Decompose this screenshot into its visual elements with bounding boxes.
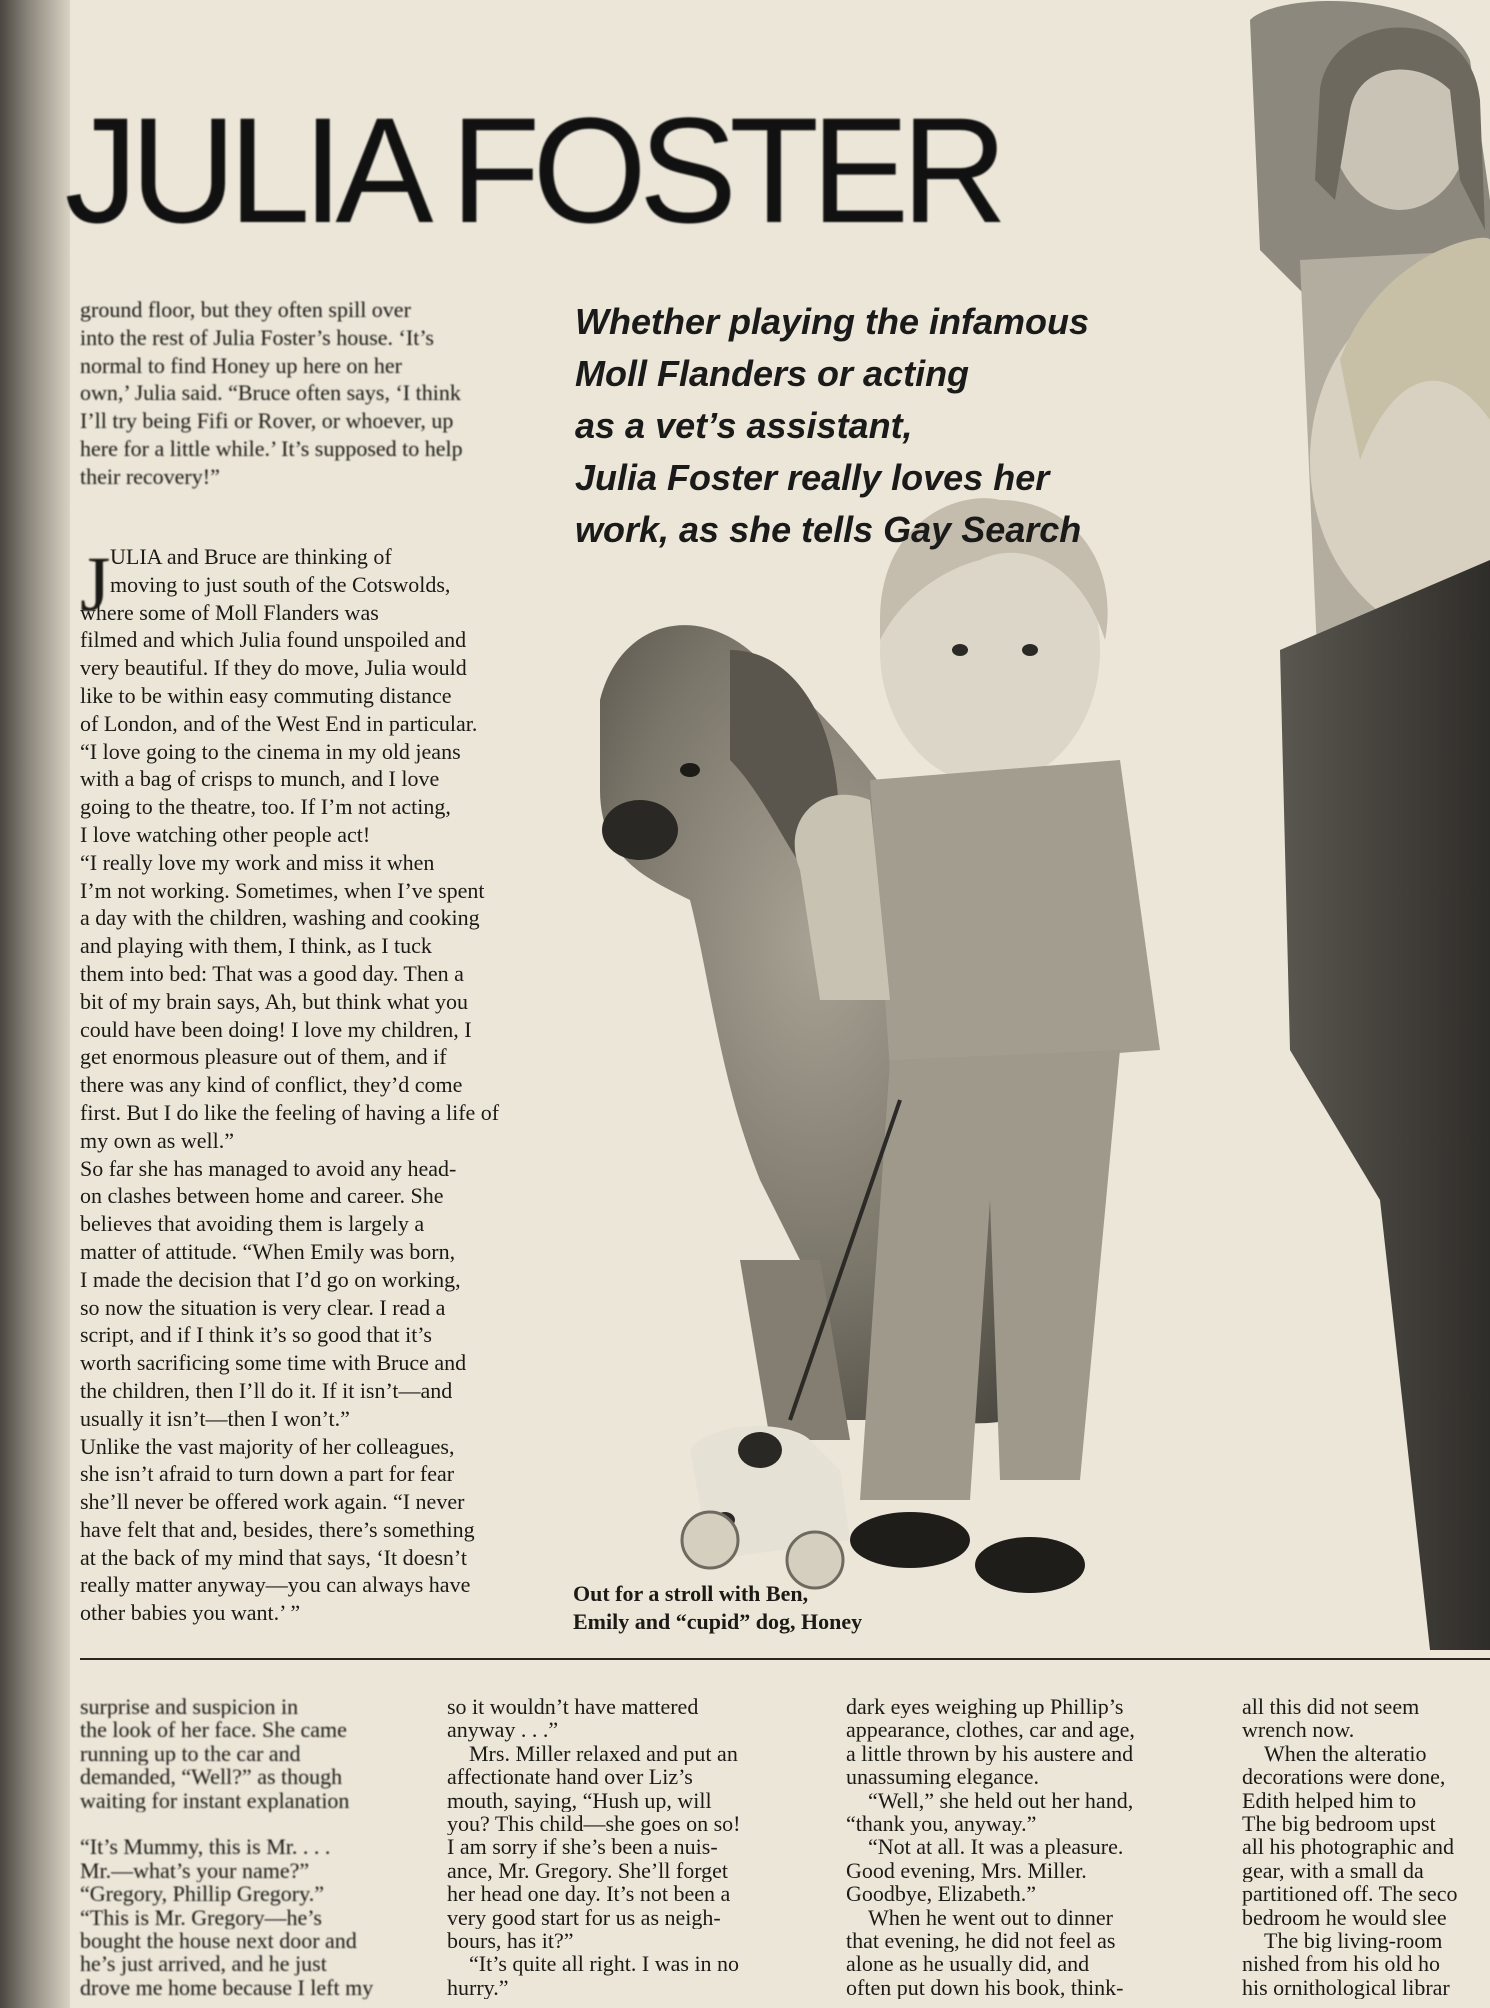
text-line: bought the house next door and [80,1929,357,1953]
text-line: anyway . . .” [447,1718,559,1742]
article-column-body [80,540,525,1627]
caption-line: Out for a stroll with Ben, [573,1581,809,1606]
text-line: mouth, saying, “Hush up, will [447,1788,712,1813]
text-line: “It’s quite all right. I was in no [469,1952,740,1976]
text-line: affectionate hand over Liz’s [447,1765,693,1789]
text-line: he’s just arrived, and he just [80,1952,327,1976]
text-line: all this did not seem [1242,1695,1420,1719]
text-line: going to the theatre, too. If I’m not acting, [80,794,451,820]
text-line: often put down his book, think- [846,1975,1124,2000]
text-line: demanded, “Well?” as though [80,1765,343,1789]
text-line: The big bedroom upst [1242,1812,1436,1836]
text-line: partitioned off. The seco [1242,1882,1458,1906]
text-line: bedroom he would slee [1242,1905,1447,1930]
text-line: waiting for instant explanation [80,1788,350,1813]
standfirst-line: Julia Foster really loves her [575,457,1050,498]
text-line: The big living-room [1264,1929,1443,1953]
text-line: “I love going to the cinema in my old jeans [80,738,461,764]
text-line: I’m not working. Sometimes, when I’ve spent [80,877,485,903]
text-line: I made the decision that I’d go on working, [80,1266,461,1292]
text-line: his ornithological librar [1242,1975,1450,2000]
text-line: all his photographic and [1242,1835,1455,1859]
story-column-4 [1242,1695,1490,1999]
text-line: ULIA and Bruce are thinking of [110,544,392,569]
text-line: I’ll try being Fifi or Rover, or whoever, up [80,408,454,434]
text-line: Mrs. Miller relaxed and put an [469,1741,738,1766]
text-line: unassuming elegance. [846,1765,1040,1789]
text-line: into the rest of Julia Foster’s house. ‘It’s [80,324,434,350]
standfirst-line: Moll Flanders or acting [575,353,970,394]
text-line: ance, Mr. Gregory. She’ll forget [447,1858,729,1883]
text-line: on clashes between home and career. She [80,1183,444,1209]
text-line: really matter anyway—you can always have [80,1572,471,1598]
text-line: very good start for us as neigh- [447,1905,721,1930]
text-line: believes that avoiding them is largely a [80,1211,425,1237]
text-line: ground floor, but they often spill over [80,297,411,322]
text-line: a day with the children, washing and cooking [80,905,480,931]
text-line: that evening, he did not feel as [846,1929,1116,1953]
text-line: “Not at all. It was a pleasure. [868,1835,1124,1859]
text-line: So far she has managed to avoid any head- [80,1155,457,1181]
text-line: there was any kind of conflict, they’d come [80,1072,463,1098]
text-line: them into bed: That was a good day. Then a [80,960,464,986]
standfirst-line: as a vet’s assistant, [575,405,913,446]
text-line: get enormous pleasure out of them, and if [80,1044,447,1070]
text-line: like to be within easy commuting distance [80,682,452,708]
story-column-3 [846,1695,1216,1999]
text-line: moving to just south of the Cotswolds, [110,571,451,597]
story-column-2 [447,1695,817,1999]
text-line: bit of my brain says, Ah, but think what you [80,988,469,1014]
text-line: bours, has it?” [447,1929,574,1953]
text-line: running up to the car and [80,1741,301,1766]
text-line: Edith helped him to [1242,1788,1417,1813]
text-line: filmed and which Julia found unspoiled and [80,627,467,653]
text-line: of London, and of the West End in particular. [80,710,478,736]
article-title: JULIA FOSTER [64,86,1000,254]
text-line: Goodbye, Elizabeth.” [846,1882,1036,1906]
text-line: When the alteratio [1264,1741,1427,1766]
text-line: first. But I do like the feeling of having a life of [80,1099,500,1125]
text-line: could have been doing! I love my children, I [80,1016,472,1042]
text-line: normal to find Honey up here on her [80,352,402,378]
standfirst-line: work, as she tells Gay Search [575,509,1082,550]
text-line: alone as he usually did, and [846,1952,1090,1976]
text-line: their recovery!” [80,463,220,489]
text-line: where some of Moll Flanders was [80,599,379,625]
text-line: gear, with a small da [1242,1858,1424,1883]
text-line: have felt that and, besides, there’s something [80,1516,475,1542]
text-line: very beautiful. If they do move, Julia would [80,655,467,681]
standfirst-line: Whether playing the infamous [575,301,1090,342]
text-line: dark eyes weighing up Phillip’s [846,1695,1124,1719]
text-line: Mr.—what’s your name?” [80,1858,310,1883]
text-line: decorations were done, [1242,1765,1446,1789]
text-line: hurry.” [447,1975,509,2000]
standfirst [575,296,1215,556]
article-column-intro [80,296,525,491]
text-line: nished from his old ho [1242,1952,1440,1976]
text-line [80,1812,450,1835]
text-line: When he went out to dinner [868,1905,1113,1930]
text-line: “This is Mr. Gregory—he’s [80,1905,322,1930]
mother-julia [1280,238,1490,1650]
text-line: “thank you, anyway.” [846,1812,1037,1836]
text-line: she isn’t afraid to turn down a part for fear [80,1461,455,1487]
text-line: I am sorry if she’s been a nuis- [447,1835,718,1859]
text-line: here for a little while.’ It’s supposed to help [80,435,463,461]
text-line: “Gregory, Phillip Gregory.” [80,1882,324,1906]
text-line: “It’s Mummy, this is Mr. . . . [80,1835,331,1859]
text-line: other babies you want.’ ” [80,1600,301,1626]
text-line: drove me home because I left my [80,1975,374,2000]
text-line: at the back of my mind that says, ‘It doesn’t [80,1544,467,1570]
text-line: appearance, clothes, car and age, [846,1718,1135,1742]
text-line: with a bag of crisps to munch, and I love [80,766,440,792]
text-line: wrench now. [1242,1718,1355,1742]
text-line: surprise and suspicion in [80,1695,299,1719]
text-line: the look of her face. She came [80,1718,347,1742]
text-line: my own as well.” [80,1127,234,1153]
caption-line: Emily and “cupid” dog, Honey [573,1609,863,1634]
text-line: own,’ Julia said. “Bruce often says, ‘I think [80,380,461,406]
text-line: she’ll never be offered work again. “I never [80,1489,465,1515]
text-line: I love watching other people act! [80,821,371,847]
text-line: “Well,” she held out her hand, [868,1788,1134,1813]
text-line: Good evening, Mrs. Miller. [846,1858,1087,1883]
section-divider [80,1658,1490,1660]
drop-cap: J [80,540,111,627]
text-line: so it wouldn’t have mattered [447,1695,699,1719]
text-line: a little thrown by his austere and [846,1741,1134,1766]
text-line: “I really love my work and miss it when [80,849,435,875]
text-line: Unlike the vast majority of her colleagues, [80,1433,455,1459]
text-line: script, and if I think it’s so good that it’s [80,1322,432,1348]
text-line: worth sacrificing some time with Bruce and [80,1350,467,1376]
text-line: so now the situation is very clear. I read a [80,1294,446,1320]
text-line: her head one day. It’s not been a [447,1882,731,1906]
story-column-1 [80,1695,450,1999]
text-line: matter of attitude. “When Emily was born, [80,1238,456,1264]
text-line: usually it isn’t—then I won’t.” [80,1405,350,1431]
text-line: you? This child—she goes on so! [447,1812,741,1836]
photo-caption [573,1580,993,1636]
text-line: the children, then I’ll do it. If it isn’t—and [80,1377,453,1403]
text-line: and playing with them, I think, as I tuck [80,933,432,959]
